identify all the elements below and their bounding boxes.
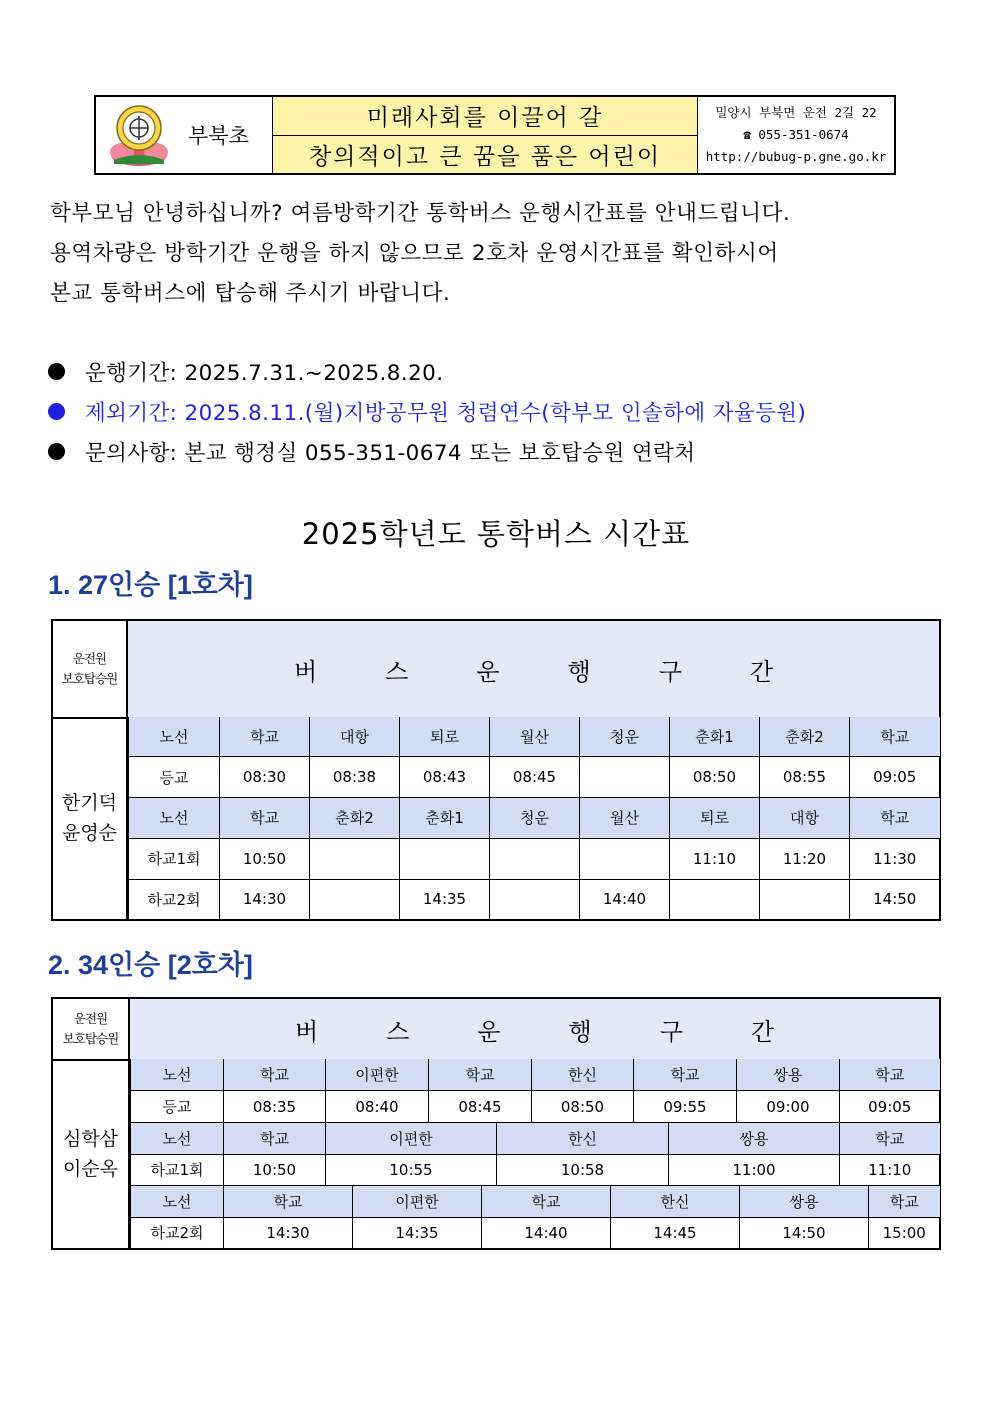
time-cell <box>310 879 400 919</box>
time-cell: 14:30 <box>224 1217 353 1248</box>
stop-name-cell: 춘화1 <box>670 717 760 757</box>
stop-name-cell: 학교 <box>850 798 940 839</box>
time-cell: 08:55 <box>760 757 850 798</box>
motto-line-1: 미래사회를 이끌어 갈 <box>366 105 604 132</box>
role-label <box>53 999 130 1059</box>
bullet-dot-icon <box>48 363 65 380</box>
time-cell: 11:00 <box>669 1154 840 1185</box>
stop-name-cell: 학교 <box>634 1059 737 1091</box>
time-cell: 14:30 <box>220 879 310 919</box>
stop-name-cell: 월산 <box>490 717 580 757</box>
stop-name-cell: 청운 <box>490 798 580 839</box>
school-name: 부북초 <box>188 124 249 148</box>
stop-name-cell: 학교 <box>224 1059 326 1091</box>
section-char: 행 <box>567 657 591 686</box>
school-motto <box>273 97 698 173</box>
stop-name-cell: 쌍용 <box>737 1059 840 1091</box>
school-header <box>94 95 896 175</box>
time-cell: 11:30 <box>850 838 940 879</box>
row-label-cell: 노선 <box>129 717 220 757</box>
school-phone: ☎ 055-351-0674 <box>743 127 849 142</box>
stop-name-cell: 학교 <box>220 798 310 839</box>
time-cell: 14:40 <box>580 879 670 919</box>
page-title: 2025학년도 통학버스 시간표 <box>301 517 691 551</box>
time-cell: 08:45 <box>490 757 580 798</box>
time-cell: 14:35 <box>353 1217 482 1248</box>
time-cell: 08:50 <box>532 1091 634 1123</box>
time-cell: 08:45 <box>429 1091 532 1123</box>
time-row <box>129 757 940 798</box>
bus1-title: 1. 27인승 [1호차] <box>48 570 253 600</box>
role-guard: 보호탑승원 <box>62 1031 119 1046</box>
stop-name-cell: 대항 <box>310 717 400 757</box>
time-cell: 14:45 <box>611 1217 740 1248</box>
role-guard: 보호탑승원 <box>61 671 118 686</box>
time-cell <box>580 757 670 798</box>
section-char: 스 <box>385 657 409 686</box>
route-stop-row <box>129 798 940 839</box>
row-label-cell: 노선 <box>131 1059 224 1091</box>
time-cell: 10:55 <box>326 1154 497 1185</box>
stop-name-cell: 춘화2 <box>760 717 850 757</box>
bullet-text: 문의사항: 본교 행정실 055-351-0674 또는 보호탑승원 연락처 <box>85 441 696 466</box>
stop-name-cell: 퇴로 <box>400 717 490 757</box>
row-label-cell: 등교 <box>129 757 220 798</box>
row-label-cell: 하교2회 <box>129 879 220 919</box>
stop-name-cell: 쌍용 <box>669 1123 840 1155</box>
section-char: 간 <box>750 1017 775 1046</box>
bus2-drivers <box>53 1059 130 1248</box>
stop-name-cell: 이편한 <box>326 1123 497 1155</box>
time-cell: 08:50 <box>670 757 760 798</box>
bus1-grid <box>128 717 940 919</box>
stop-name-cell: 학교 <box>840 1123 940 1155</box>
time-cell <box>490 879 580 919</box>
stop-name-cell: 학교 <box>224 1123 326 1155</box>
stop-name-cell: 학교 <box>429 1059 532 1091</box>
row-label-cell: 등교 <box>131 1091 224 1123</box>
stop-name-cell: 이편한 <box>353 1186 482 1218</box>
stop-name-cell: 이편한 <box>326 1059 429 1091</box>
route-stop-row <box>131 1186 940 1218</box>
time-cell: 14:40 <box>482 1217 611 1248</box>
time-cell <box>760 879 850 919</box>
time-row <box>131 1154 940 1185</box>
bus1-timetable <box>51 619 941 921</box>
bus-route-section-label <box>128 621 939 717</box>
stop-name-cell: 학교 <box>224 1186 353 1218</box>
time-cell: 08:35 <box>224 1091 326 1123</box>
bullet-operation-period <box>48 356 443 387</box>
stop-name-cell: 학교 <box>869 1186 940 1218</box>
row-label-cell: 하교1회 <box>129 838 220 879</box>
time-cell: 09:05 <box>850 757 940 798</box>
bus2-table-header <box>53 999 939 1061</box>
time-cell: 15:00 <box>869 1217 940 1248</box>
role-driver: 운전원 <box>73 1011 108 1026</box>
section-char: 행 <box>568 1017 592 1046</box>
time-row <box>131 1217 940 1248</box>
intro-line-3: 본교 통학버스에 탑승해 주시기 바랍니다. <box>50 281 451 306</box>
bus2-timetable <box>51 997 941 1250</box>
school-address: 밀양시 부북면 운전 2길 22 <box>715 105 877 120</box>
stop-name-cell: 퇴로 <box>670 798 760 839</box>
time-cell: 08:43 <box>400 757 490 798</box>
section-char: 버 <box>294 1017 319 1046</box>
time-cell: 10:50 <box>220 838 310 879</box>
time-cell: 09:55 <box>634 1091 737 1123</box>
time-cell: 09:00 <box>737 1091 840 1123</box>
bus2-grid-return2 <box>130 1185 940 1248</box>
intro-line-1: 학부모님 안녕하십니까? 여름방학기간 통학버스 운행시간표를 안내드립니다. <box>50 201 791 226</box>
route-stop-row <box>131 1059 940 1091</box>
bullet-dot-icon <box>48 443 65 460</box>
time-row <box>129 879 940 919</box>
bullet-inquiries <box>48 436 695 467</box>
time-cell: 08:30 <box>220 757 310 798</box>
time-cell: 14:50 <box>850 879 940 919</box>
section-char: 운 <box>476 657 500 686</box>
time-cell <box>310 838 400 879</box>
school-website: http://bubug-p.gne.go.kr <box>705 149 887 164</box>
time-cell: 11:10 <box>670 838 760 879</box>
time-cell <box>400 838 490 879</box>
time-cell: 14:35 <box>400 879 490 919</box>
bullet-text: 운행기간: 2025.7.31.~2025.8.20. <box>85 361 444 386</box>
bus-route-section-label <box>130 999 939 1059</box>
row-label-cell: 하교2회 <box>131 1217 224 1248</box>
stop-name-cell: 한신 <box>611 1186 740 1218</box>
stop-name-cell: 학교 <box>840 1059 940 1091</box>
guard-name: 이순옥 <box>62 1157 119 1180</box>
time-cell <box>490 838 580 879</box>
time-cell: 10:58 <box>497 1154 669 1185</box>
time-cell: 08:40 <box>326 1091 429 1123</box>
section-char: 운 <box>477 1017 501 1046</box>
bullet-dot-icon <box>48 403 65 420</box>
row-label-cell: 노선 <box>131 1186 224 1218</box>
time-cell: 08:38 <box>310 757 400 798</box>
stop-name-cell: 춘화2 <box>310 798 400 839</box>
role-label <box>53 621 128 717</box>
time-row <box>129 838 940 879</box>
time-cell: 14:50 <box>740 1217 869 1248</box>
role-driver: 운전원 <box>72 651 107 666</box>
time-cell: 11:20 <box>760 838 850 879</box>
intro-line-2: 용역차량은 방학기간 운행을 하지 않으므로 2호차 운영시간표를 확인하시어 <box>50 241 779 266</box>
bus1-table-header <box>53 621 939 719</box>
section-char: 스 <box>386 1017 410 1046</box>
header-logo-cell <box>96 97 273 173</box>
bus2-grid-morning <box>130 1059 940 1122</box>
bus1-drivers <box>53 717 128 919</box>
school-emblem-icon <box>104 100 174 170</box>
driver-name: 심학삼 <box>62 1127 119 1150</box>
bullet-excluded-period <box>48 396 806 427</box>
stop-name-cell: 월산 <box>580 798 670 839</box>
motto-line-2: 창의적이고 큰 꿈을 품은 어린이 <box>273 135 697 174</box>
row-label-cell: 노선 <box>129 798 220 839</box>
time-cell <box>670 879 760 919</box>
route-stop-row <box>131 1123 940 1155</box>
stop-name-cell: 쌍용 <box>740 1186 869 1218</box>
section-char: 버 <box>293 657 318 686</box>
row-label-cell: 하교1회 <box>131 1154 224 1185</box>
time-cell: 11:10 <box>840 1154 940 1185</box>
route-stop-row <box>129 717 940 757</box>
bus2-title: 2. 34인승 [2호차] <box>48 950 253 980</box>
time-cell: 10:50 <box>224 1154 326 1185</box>
bullet-text: 제외기간: 2025.8.11.(월)지방공무원 청렴연수(학부모 인솔하에 자율등원) <box>85 401 807 426</box>
section-char: 구 <box>659 1017 683 1046</box>
time-cell: 09:05 <box>840 1091 940 1123</box>
section-char: 간 <box>749 657 774 686</box>
guard-name: 윤영순 <box>61 822 118 844</box>
bus2-grid-return1 <box>130 1122 940 1185</box>
stop-name-cell: 한신 <box>532 1059 634 1091</box>
section-char: 구 <box>658 657 682 686</box>
stop-name-cell: 학교 <box>220 717 310 757</box>
driver-name: 한기덕 <box>61 792 118 814</box>
row-label-cell: 노선 <box>131 1123 224 1155</box>
stop-name-cell: 청운 <box>580 717 670 757</box>
time-cell <box>580 838 670 879</box>
stop-name-cell: 춘화1 <box>400 798 490 839</box>
stop-name-cell: 대항 <box>760 798 850 839</box>
stop-name-cell: 학교 <box>850 717 940 757</box>
time-row <box>131 1091 940 1123</box>
stop-name-cell: 학교 <box>482 1186 611 1218</box>
stop-name-cell: 한신 <box>497 1123 669 1155</box>
school-contact <box>698 97 894 173</box>
